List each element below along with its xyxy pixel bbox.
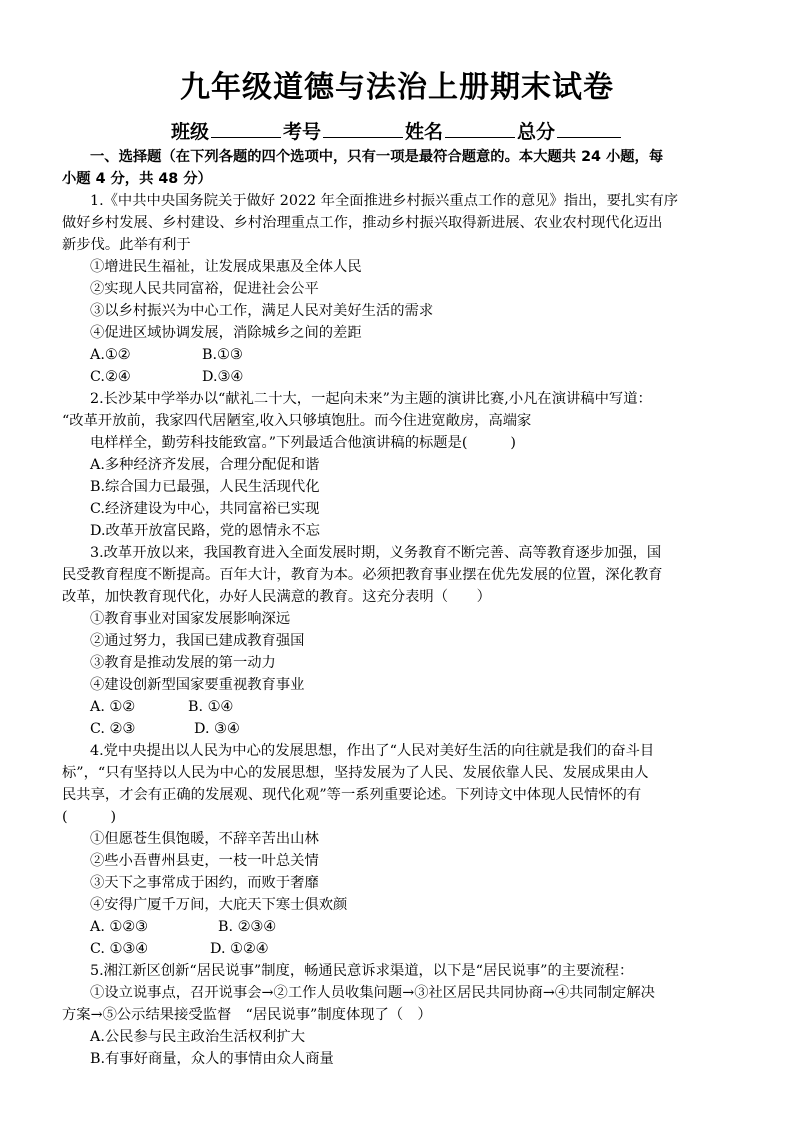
section-heading: 一、选择题（在下列各题的四个选项中，只有一项是最符合题意的。本大题共 24 小题，每 [90,149,664,165]
question-1-stem-cont: 做好乡村发展、乡村建设、乡村治理重点工作，推动乡村振兴取得新进展、农业农村现代化迈出 [62,215,663,231]
question-4-option-c[interactable]: C. ①③④ [90,941,148,957]
question-4-stem-cont: 标”，“只有坚持以人民为中心的发展思想，坚持发展为了人民、发展依靠人民、发展成果由人 [62,765,649,781]
class-blank[interactable] [211,119,281,138]
question-5-option-b[interactable]: B.有事好商量，众人的事情由众人商量 [90,1051,334,1067]
exam-number-blank[interactable] [323,119,403,138]
question-4-item: ④安得广厦千万间，大庇天下寒士俱欢颜 [90,897,348,913]
question-1-item: ②实现人民共同富裕，促进社会公平 [90,281,319,297]
question-3-stem-cont: 改革，加快教育现代化，办好人民满意的教育。这充分表明（ ） [62,589,491,605]
question-3-stem: 3.改革开放以来，我国教育进入全面发展时期，义务教育不断完善、高等教育逐步加强，国 [90,545,662,561]
page-title: 九年级道德与法治上册期末试卷 [180,70,614,105]
question-3-item: ④建设创新型国家要重视教育事业 [90,677,305,693]
score-label: 总分 [517,121,556,143]
question-1-stem: 1.《中共中央国务院关于做好 2022 年全面推进乡村振兴重点工作的意见》指出，要扎实有序 [90,193,679,209]
class-label: 班级 [170,121,209,143]
question-3-option-a[interactable]: A. ①② [90,699,136,715]
question-2-option-b[interactable]: B.综合国力已最强，人民生活现代化 [90,479,320,495]
question-1-stem-cont: 新步伐。此举有利于 [62,237,191,253]
question-2-option-c[interactable]: C.经济建设为中心，共同富裕已实现 [90,501,320,517]
question-1-option-c[interactable]: C.②④ [90,369,131,385]
question-5-stem-cont: 方案→⑤公示结果接受监督 “居民说事”制度体现了（ ） [62,1007,432,1023]
question-4-item: ③天下之事常成于困约，而败于奢靡 [90,875,319,891]
student-info-line [0,117,794,144]
section-heading-cont: 小题 4 分，共 48 分） [62,171,212,187]
question-5-stem-cont: ①设立说事点，召开说事会→②工作人员收集问题→③社区居民共同协商→④共同制定解决 [90,985,655,1001]
question-2-stem-cont: 电样样全，勤劳科技能致富。”下列最适合他演讲稿的标题是( ) [90,435,516,451]
question-4-option-a[interactable]: A. ①②③ [90,919,148,935]
question-2-stem-cont: “改革开放前，我家四代居陋室,收入只够填饱肚。而今住进宽敞房，高端家 [62,413,532,429]
question-1-options-row [62,366,734,388]
question-3-options-row [62,696,734,718]
question-4-stem-cont: 民共享，才会有正确的发展观、现代化观”等一系列重要论述。下列诗文中体现人民情怀的有 [62,787,642,803]
question-1-option-d[interactable]: D.③④ [202,369,244,385]
question-3-option-b[interactable]: B. ①④ [188,699,234,715]
question-4-option-b[interactable]: B. ②③④ [218,919,277,935]
question-1-option-a[interactable]: A.①② [90,347,131,363]
question-4-item: ①但愿苍生俱饱暖，不辞辛苦出山林 [90,831,319,847]
question-5-stem: 5.湘江新区创新“居民说事”制度，畅通民意诉求渠道，以下是“居民说事”的主要流程： [90,963,634,979]
question-1-options-row [62,344,734,366]
question-1-item: ④促进区域协调发展，消除城乡之间的差距 [90,325,362,341]
question-3-item: ②通过努力，我国已建成教育强国 [90,633,305,649]
question-2-stem: 2.长沙某中学举办以“献礼二十大，一起向未来”为主题的演讲比赛,小凡在演讲稿中写道： [90,391,652,407]
question-4-stem-cont: ( ) [62,809,117,825]
questions-area [62,146,734,1070]
question-3-options-row [62,718,734,740]
question-4-stem: 4.党中央提出以人民为中心的发展思想，作出了“人民对美好生活的向往就是我们的奋斗目 [90,743,655,759]
name-blank[interactable] [445,119,515,138]
question-3-stem-cont: 民受教育程度不断提高。百年大计，教育为本。必须把教育事业摆在优先发展的位置，深化教育 [62,567,663,583]
score-blank[interactable] [557,119,621,138]
question-3-item: ①教育事业对国家发展影响深远 [90,611,291,627]
exam-number-label: 考号 [282,121,321,143]
question-5-option-a[interactable]: A.公民参与民主政治生活权利扩大 [90,1029,306,1045]
question-4-option-d[interactable]: D. ①②④ [210,941,269,957]
question-3-item: ③教育是推动发展的第一动力 [90,655,276,671]
question-3-option-c[interactable]: C. ②③ [90,721,136,737]
question-1-item: ①增进民生福祉，让发展成果惠及全体人民 [90,259,362,275]
question-2-option-d[interactable]: D.改革开放富民路，党的恩情永不忘 [90,523,320,539]
question-1-item: ③以乡村振兴为中心工作，满足人民对美好生活的需求 [90,303,434,319]
question-4-item: ②些小吾曹州县吏，一枝一叶总关情 [90,853,319,869]
question-4-options-row [62,916,734,938]
question-2-option-a[interactable]: A.多种经济齐发展，合理分配促和谐 [90,457,320,473]
question-1-option-b[interactable]: B.①③ [202,347,243,363]
question-4-options-row [62,938,734,960]
name-label: 姓名 [405,121,444,143]
question-3-option-d[interactable]: D. ③④ [194,721,240,737]
